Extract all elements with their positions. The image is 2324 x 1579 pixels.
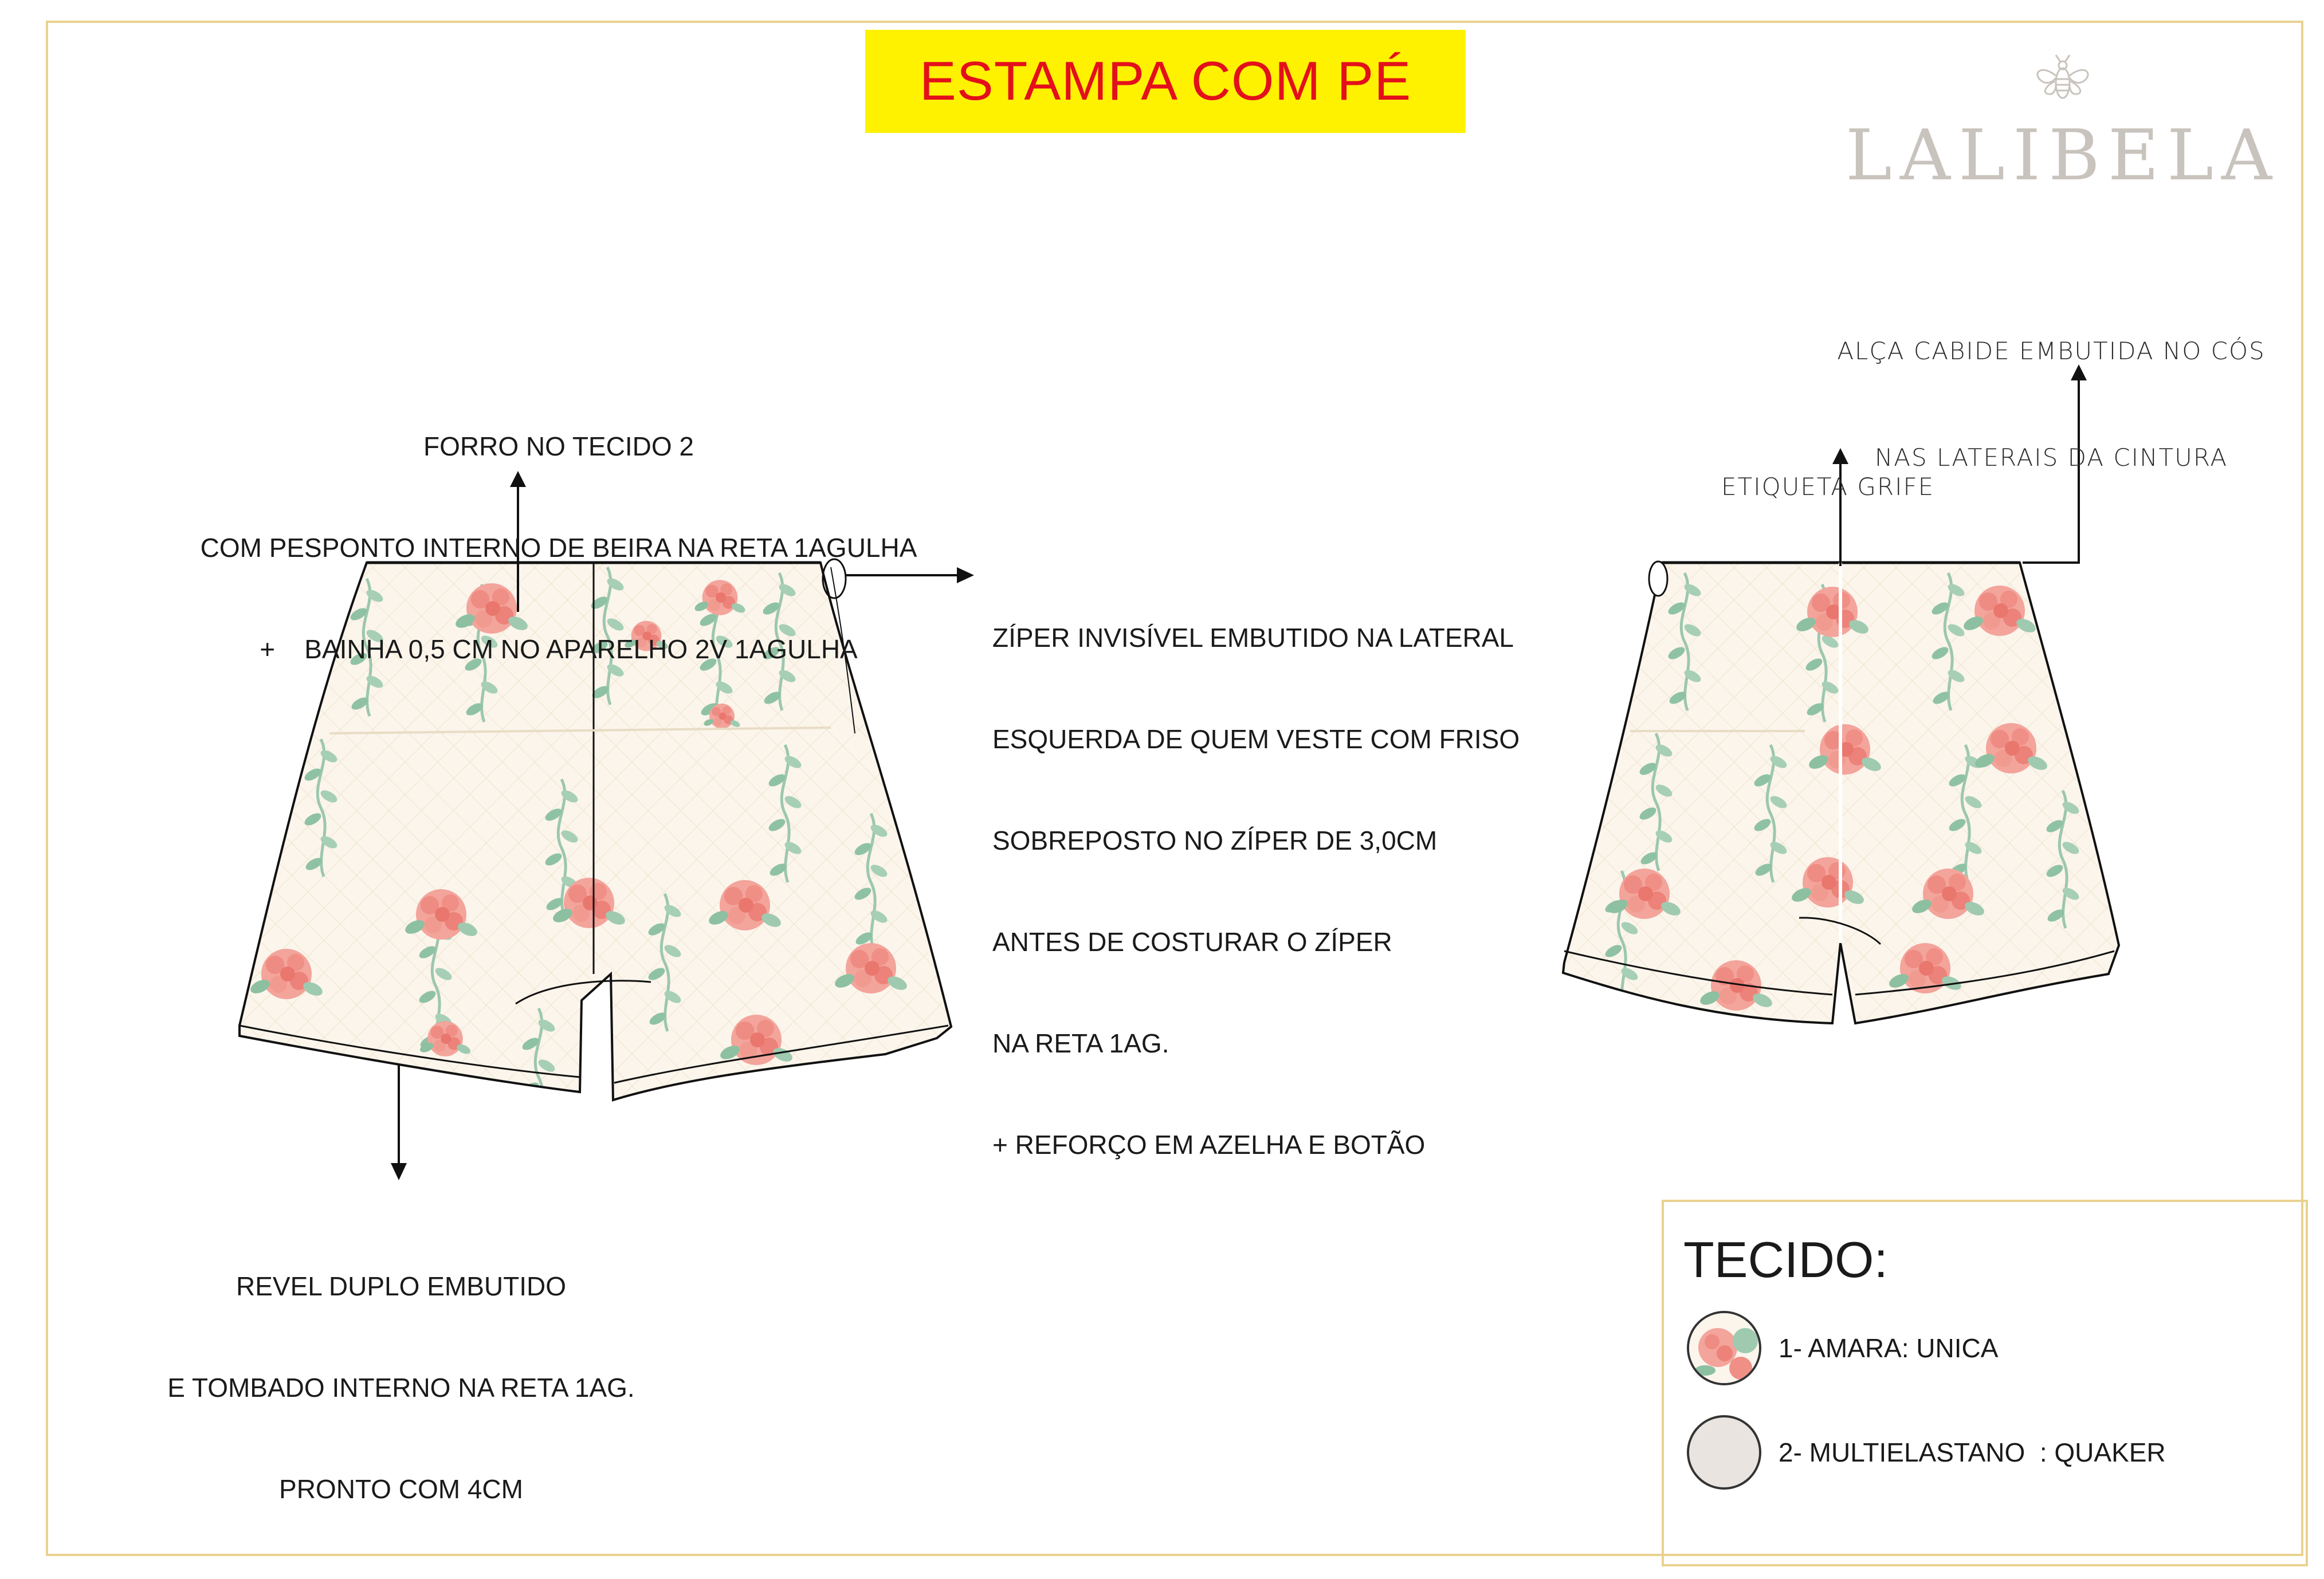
note-forro-line-2: COM PESPONTO INTERNO DE BEIRA NA RETA 1AGULHA <box>200 533 917 563</box>
note-ziper-line-4: ANTES DE COSTURAR O ZÍPER <box>992 927 1392 957</box>
brand-name: LALIBELA <box>1845 115 2280 196</box>
note-ziper-line-1: ZÍPER INVISÍVEL EMBUTIDO NA LATERAL <box>992 623 1514 653</box>
note-forro-line-1: FORRO NO TECIDO 2 <box>423 431 694 461</box>
note-revel <box>138 1202 665 1540</box>
legend-item-fabric-2 <box>1687 1415 2166 1490</box>
note-ziper-line-2: ESQUERDA DE QUEM VESTE COM FRISO <box>992 724 1520 754</box>
note-forro <box>115 362 1003 700</box>
page-title: ESTAMPA COM PÉ <box>919 50 1412 112</box>
back-view-shorts <box>1547 550 2131 1043</box>
note-ziper-line-5: NA RETA 1AG. <box>992 1028 1169 1058</box>
note-alca <box>1788 262 2315 511</box>
legend-title: TECIDO: <box>1683 1231 1888 1288</box>
note-ziper-line-3: SOBREPOSTO NO ZÍPER DE 3,0CM <box>992 826 1438 855</box>
note-revel-line-3: PRONTO COM 4CM <box>279 1474 523 1504</box>
floral-swatch-icon <box>1687 1311 1761 1385</box>
note-revel-line-1: REVEL DUPLO EMBUTIDO <box>236 1271 566 1301</box>
note-forro-line-3: + BAINHA 0,5 CM NO APARELHO 2V 1AGULHA <box>260 634 858 664</box>
note-ziper-line-6: + REFORÇO EM AZELHA E BOTÃO <box>992 1130 1426 1160</box>
note-etiqueta-text: ETIQUETA GRIFE <box>1721 473 1935 501</box>
plain-swatch-icon <box>1687 1415 1761 1490</box>
legend-label-fabric-2: 2- MULTIELASTANO : QUAKER <box>1779 1437 2166 1467</box>
note-ziper <box>992 553 1520 1196</box>
legend-label-fabric-1: 1- AMARA: UNICA <box>1779 1333 1999 1363</box>
note-alca-line-1: ALÇA CABIDE EMBUTIDA NO CÓS <box>1837 337 2266 365</box>
note-alca-line-2: NAS LATERAIS DA CINTURA <box>1874 443 2228 472</box>
legend-item-fabric-1 <box>1687 1311 1998 1385</box>
note-revel-line-2: E TOMBADO INTERNO NA RETA 1AG. <box>167 1373 635 1403</box>
fabric-legend <box>1662 1200 2308 1566</box>
